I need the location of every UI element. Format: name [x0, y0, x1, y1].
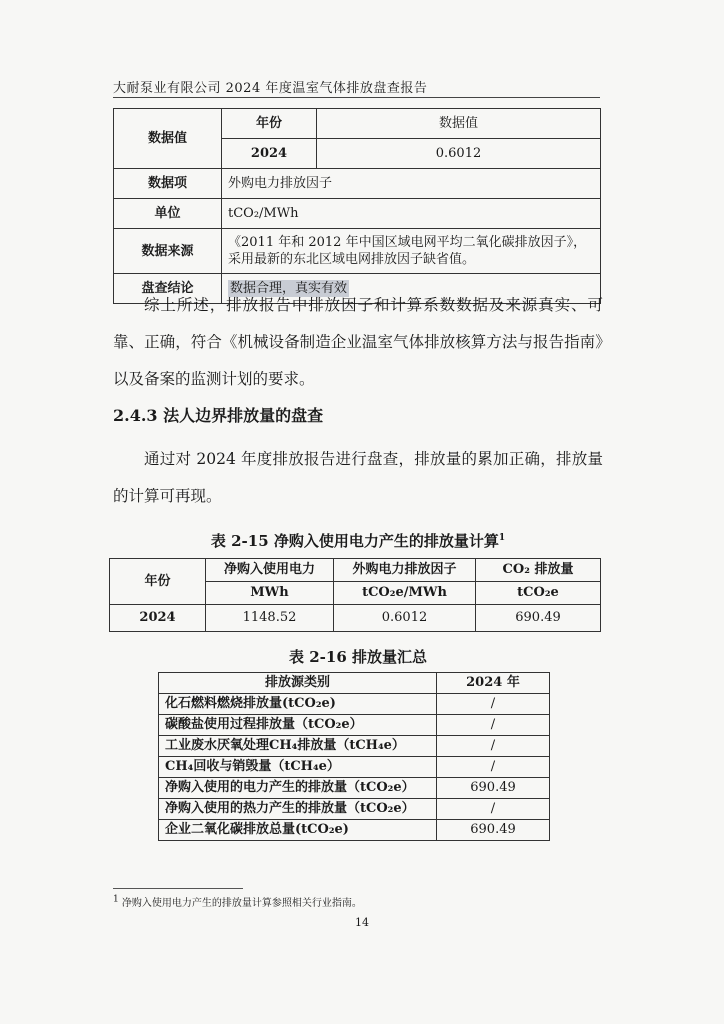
running-header: 大耐泵业有限公司 2024 年度温室气体排放盘查报告 [113, 81, 428, 96]
data-value-label: 数据值 [114, 109, 222, 169]
year-header: 年份 [222, 109, 317, 139]
source-value [222, 229, 601, 274]
conclusion-label: 盘查结论 [114, 274, 222, 304]
year-header: 年份 [110, 559, 206, 605]
value-header: 数据值 [317, 109, 601, 139]
factor-header: 外购电力排放因子 [334, 559, 476, 582]
unit-label: 单位 [114, 199, 222, 229]
table-2-15-caption-text: 表 2-15 净购入使用电力产生的排放量计算 [210, 532, 499, 550]
section-heading: 2.4.3 法人边界排放量的盘查 [113, 406, 324, 425]
row-label: 工业废水厌氧处理CH₄排放量（tCH₄e） [159, 736, 437, 757]
calculation-paragraph: 通过对 2024 年度排放报告进行盘查，排放量的累加正确，排放量的计算可再现。 [113, 450, 603, 505]
table-row [159, 799, 550, 820]
co2-unit: tCO₂e [476, 582, 601, 605]
value-cell: 0.6012 [317, 139, 601, 169]
table-row [159, 694, 550, 715]
table-2-15-caption [113, 530, 603, 551]
conclusion-value: 数据合理，真实有效 [230, 280, 348, 296]
header-divider [113, 97, 600, 98]
row-value: 690.49 [437, 778, 550, 799]
emission-summary-table [158, 672, 550, 841]
row-value: / [437, 757, 550, 778]
table-row [159, 778, 550, 799]
year-header: 2024 年 [437, 673, 550, 694]
row-value: / [437, 715, 550, 736]
footnote [113, 894, 362, 909]
factor-unit: tCO₂e/MWh [334, 582, 476, 605]
purchased-electricity-table [109, 558, 601, 632]
item-value: 外购电力排放因子 [222, 169, 601, 199]
table-row [159, 820, 550, 841]
row-label: CH₄回收与销毁量（tCH₄e） [159, 757, 437, 778]
table-row [159, 715, 550, 736]
row-label: 化石燃料燃烧排放量(tCO₂e) [159, 694, 437, 715]
electricity-unit: MWh [206, 582, 334, 605]
row-value: / [437, 736, 550, 757]
table-row [159, 736, 550, 757]
source-label: 数据来源 [114, 229, 222, 274]
row-value: / [437, 799, 550, 820]
row-label: 碳酸盐使用过程排放量（tCO₂e） [159, 715, 437, 736]
year-cell: 2024 [110, 605, 206, 632]
row-label: 企业二氧化碳排放总量(tCO₂e) [159, 820, 437, 841]
source-line-2: 采用最新的东北区域电网排放因子缺省值。 [228, 252, 476, 267]
footnote-mark: 1 [113, 894, 119, 905]
factor-value: 0.6012 [334, 605, 476, 632]
row-value: 690.49 [437, 820, 550, 841]
summary-paragraph: 综上所述，排放报告中排放因子和计算系数数据及来源真实、可靠、正确，符合《机械设备制造企业温室气体排放核算方法与报告指南》以及备案的监测计划的要求。 [113, 296, 603, 388]
footnote-divider [113, 888, 243, 889]
item-label: 数据项 [114, 169, 222, 199]
co2-header: CO₂ 排放量 [476, 559, 601, 582]
row-label: 净购入使用的热力产生的排放量（tCO₂e） [159, 799, 437, 820]
co2-value: 690.49 [476, 605, 601, 632]
year-cell: 2024 [222, 139, 317, 169]
footnote-text: 净购入使用电力产生的排放量计算参照相关行业指南。 [121, 898, 362, 909]
table-row [159, 757, 550, 778]
electricity-header: 净购入使用电力 [206, 559, 334, 582]
page-number: 14 [355, 916, 369, 929]
source-line-1: 《2011 年和 2012 年中国区域电网平均二氧化碳排放因子》， [228, 235, 587, 250]
source-category-header: 排放源类别 [159, 673, 437, 694]
table-2-16-caption: 表 2-16 排放量汇总 [289, 648, 427, 666]
caption-footnote-mark: 1 [498, 533, 506, 543]
row-value: / [437, 694, 550, 715]
emission-factor-table [113, 108, 601, 304]
row-label: 净购入使用的电力产生的排放量（tCO₂e） [159, 778, 437, 799]
unit-value: tCO₂/MWh [222, 199, 601, 229]
electricity-value: 1148.52 [206, 605, 334, 632]
